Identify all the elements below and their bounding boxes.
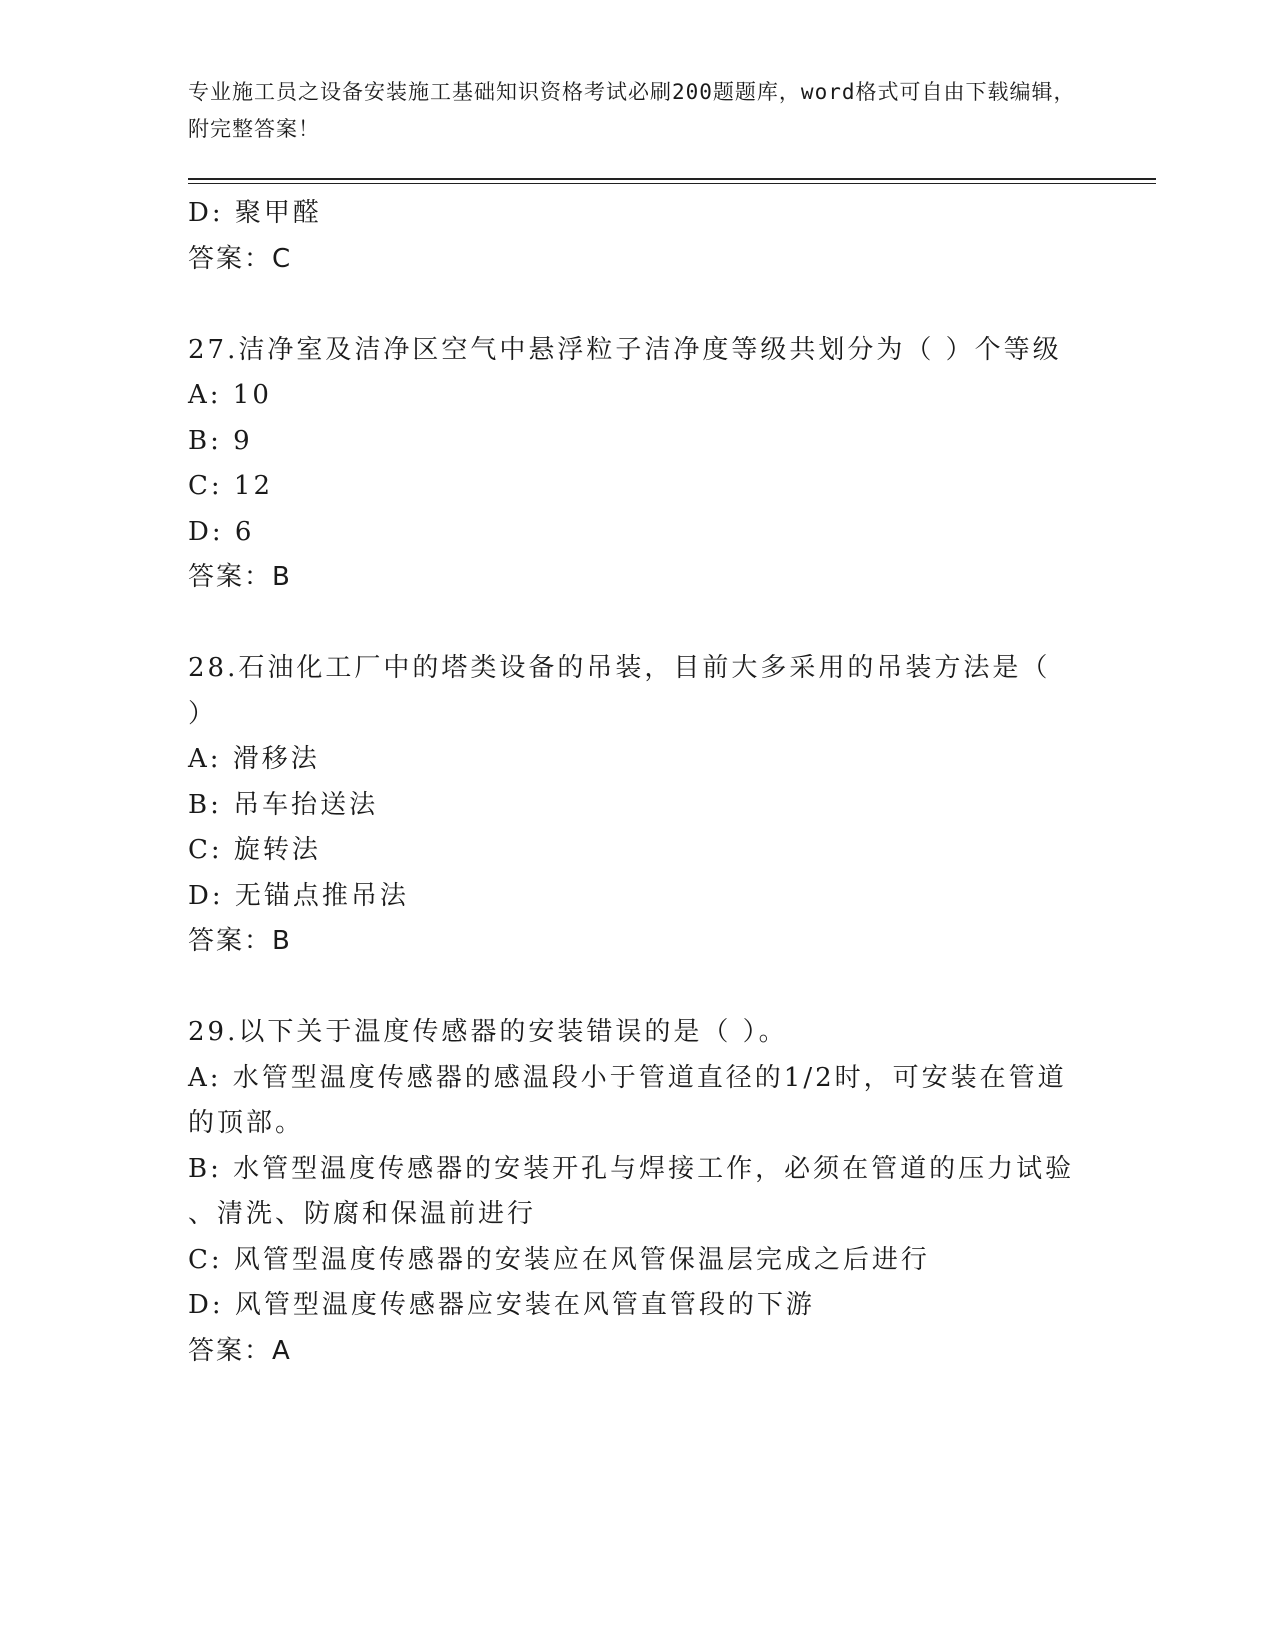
option-line: D: 聚甲醛 bbox=[188, 198, 322, 228]
answer-line: 答案：B bbox=[188, 926, 292, 956]
spacer bbox=[188, 601, 1088, 647]
option-line: A: 10 bbox=[188, 380, 272, 410]
question-title: 27.洁净室及洁净区空气中悬浮粒子洁净度等级共划分为（ ）个等级 bbox=[188, 334, 1062, 365]
document-header: 专业施工员之设备安装施工基础知识资格考试必刷200题题库，word格式可自由下载编辑，附完整答案！ bbox=[188, 80, 1076, 141]
header-divider-thick bbox=[188, 178, 1156, 180]
option-line: C: 旋转法 bbox=[188, 835, 321, 865]
option-line-continued: 的顶部。 bbox=[188, 1108, 305, 1138]
option-line: B: 吊车抬送法 bbox=[188, 789, 379, 820]
question-title: 29.以下关于温度传感器的安装错误的是（ ）。 bbox=[188, 1017, 788, 1047]
answer-line: 答案：A bbox=[188, 1335, 292, 1366]
question-title-continued: ） bbox=[188, 698, 218, 729]
option-line: A: 水管型温度传感器的感温段小于管道直径的1/2时，可安装在管道 bbox=[188, 1062, 1067, 1093]
option-line: A: 滑移法 bbox=[188, 744, 320, 774]
question-list bbox=[188, 191, 1088, 1374]
option-line: C: 风管型温度传感器的安装应在风管保温层完成之后进行 bbox=[188, 1244, 930, 1275]
option-line: C: 12 bbox=[188, 471, 274, 501]
option-line: B: 9 bbox=[188, 425, 253, 456]
option-line: D: 风管型温度传感器应安装在风管直管段的下游 bbox=[188, 1290, 815, 1320]
answer-line: 答案：B bbox=[188, 562, 292, 592]
spacer bbox=[188, 965, 1088, 1011]
question-title: 28.石油化工厂中的塔类设备的吊装，目前大多采用的吊装方法是（ bbox=[188, 653, 1051, 683]
option-line: B: 水管型温度传感器的安装开孔与焊接工作，必须在管道的压力试验 bbox=[188, 1153, 1075, 1184]
spacer bbox=[188, 282, 1088, 328]
option-line-continued: 、清洗、防腐和保温前进行 bbox=[188, 1199, 537, 1229]
answer-line: 答案：C bbox=[188, 243, 293, 274]
option-line: D: 无锚点推吊法 bbox=[188, 880, 409, 911]
option-line: D: 6 bbox=[188, 516, 255, 547]
header-divider-thin bbox=[188, 183, 1156, 184]
